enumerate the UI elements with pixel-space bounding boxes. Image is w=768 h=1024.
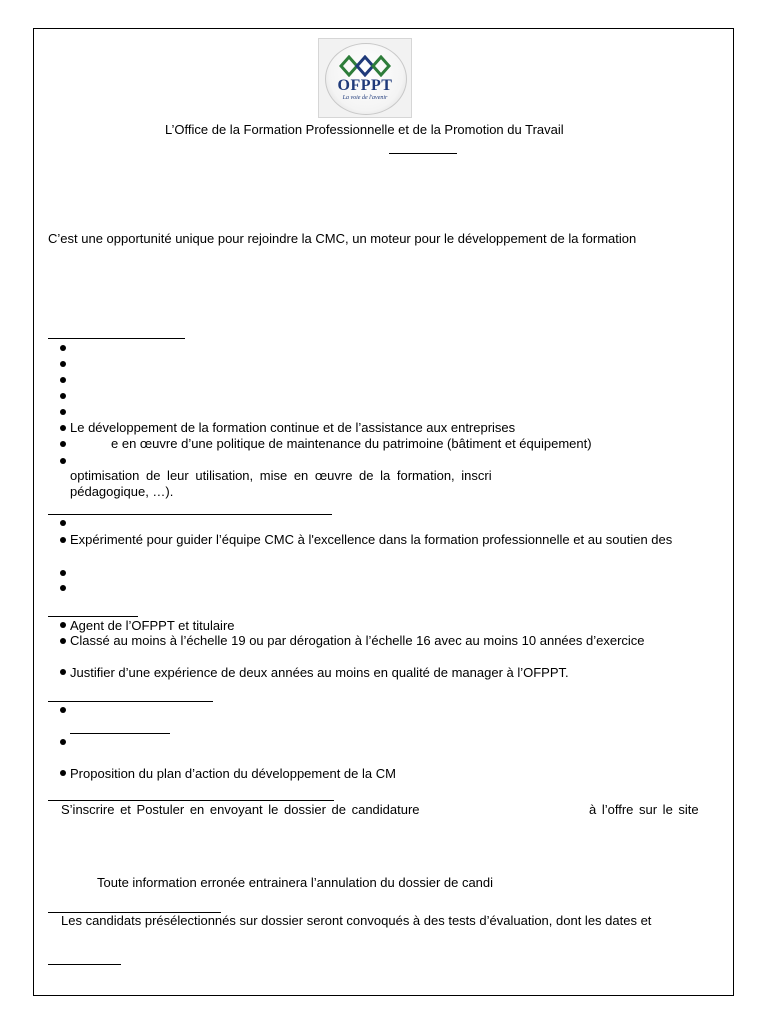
mission-item-continuing-training: Le développement de la formation continue et de l’assistance aux entreprises <box>70 420 516 435</box>
bullet <box>60 739 66 745</box>
dossier-subheading-underline <box>70 733 170 734</box>
bullet <box>60 441 66 447</box>
condition-item-experience: Justifier d’une expérience de deux années au moins en qualité de manager à l’OFPPT. <box>70 665 569 680</box>
document-frame <box>33 28 734 996</box>
condition-item-agent: Agent de l’OFPPT et titulaire <box>70 618 235 633</box>
selection-paragraph: Les candidats présélectionnés sur dossier seront convoqués à des tests d’évaluation, dont les dates et <box>61 913 652 928</box>
profile-heading-underline <box>48 514 332 515</box>
bullet <box>60 638 66 644</box>
bullet <box>60 361 66 367</box>
bullet <box>60 377 66 383</box>
organization-title: L’Office de la Formation Professionnelle et de la Promotion du Travail <box>165 122 564 137</box>
bullet <box>60 345 66 351</box>
bullet <box>60 669 66 675</box>
bullet <box>60 393 66 399</box>
application-instructions-site: à l’offre sur le site <box>589 802 699 817</box>
dossier-heading-underline <box>48 701 213 702</box>
bullet <box>60 585 66 591</box>
logo-tagline: La voie de l'avenir <box>342 95 388 101</box>
bullet <box>60 622 66 628</box>
bullet <box>60 537 66 543</box>
condition-item-grade: Classé au moins à l’échelle 19 ou par dérogation à l’échelle 16 avec au moins 10 années d’exercice <box>70 633 645 648</box>
mission-continuation-1: optimisation de leur utilisation, mise en œuvre de la formation, inscri <box>70 468 492 483</box>
logo-diamonds-icon <box>339 55 391 77</box>
bullet <box>60 707 66 713</box>
warning-notice: Toute information erronée entrainera l’annulation du dossier de candi <box>97 875 494 890</box>
bullet <box>60 425 66 431</box>
missions-heading-underline <box>48 338 185 339</box>
application-instructions: S’inscrire et Postuler en envoyant le dossier de candidature <box>61 802 420 817</box>
mission-continuation-2: pédagogique, …). <box>70 484 174 499</box>
intro-paragraph: C’est une opportunité unique pour rejoindre la CMC, un moteur pour le développement de la formation <box>48 231 637 246</box>
profile-item-experienced: Expérimenté pour guider l’équipe CMC à l'excellence dans la formation professionnelle et au soutien des <box>70 532 673 547</box>
bullet <box>60 570 66 576</box>
mission-item-maintenance: e en œuvre d’une politique de maintenance du patrimoine (bâtiment et équipement) <box>111 436 592 451</box>
title-underline <box>389 153 457 154</box>
final-heading-underline <box>48 964 121 965</box>
bullet <box>60 520 66 526</box>
bullet <box>60 770 66 776</box>
ofppt-logo <box>318 38 412 118</box>
logo-wordmark: OFPPT <box>337 77 393 94</box>
conditions-heading-underline <box>48 616 138 617</box>
application-heading-underline <box>48 800 334 801</box>
bullet <box>60 409 66 415</box>
dossier-item-action-plan: Proposition du plan d’action du développement de la CM <box>70 766 396 781</box>
bullet <box>60 458 66 464</box>
